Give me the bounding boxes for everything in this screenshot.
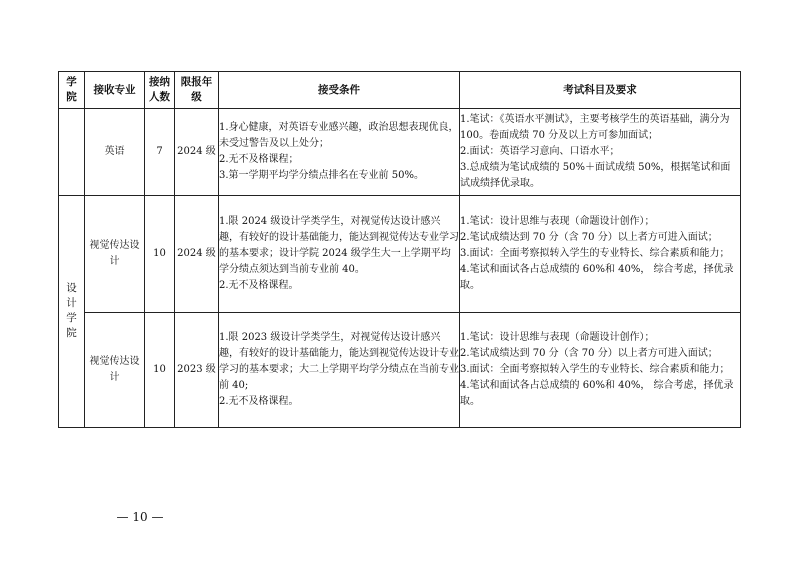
major-cell: 视觉传达设计 [85,313,145,428]
exam-line: 1.笔试：设计思维与表现（命题设计创作）； [460,216,655,227]
header-exam: 考试科目及要求 [460,72,741,109]
exam-line: 2.笔试成绩达到 70 分（含 70 分）以上者方可进入面试； [460,348,718,359]
quota-cell: 10 [145,196,175,313]
condition-line: 2.无不及格课程； [219,154,299,165]
major-cell: 英语 [85,109,145,196]
table-header-row [59,72,741,109]
exam-cell [460,196,741,313]
table-row [59,196,741,313]
exam-line: 3.面试：全面考察拟转入学生的专业特长、综合素质和能力； [460,248,730,259]
exam-line: 1.笔试：设计思维与表现（命题设计创作）； [460,332,655,343]
table-row [59,109,741,196]
conditions-cell [219,109,460,196]
exam-line: 4.笔试和面试各占总成绩的 60%和 40%， 综合考虑，择优录取。 [460,264,734,291]
grade-cell: 2023 级 [175,313,219,428]
exam-line: 3.总成绩为笔试成绩的 50%＋面试成绩 50%，根据笔试和面试成绩择优录取。 [460,162,731,189]
exam-line: 4.笔试和面试各占总成绩的 60%和 40%， 综合考虑，择优录取。 [460,380,734,407]
condition-line: 3.第一学期平均学分绩点排名在专业前 50%。 [219,170,424,181]
condition-line: 1.身心健康，对英语专业感兴趣，政治思想表现优良，未受过警告及以上处分； [219,122,459,149]
header-quota: 接纳人数 [145,72,175,109]
condition-line: 2.无不及格课程。 [219,396,299,407]
exam-line: 3.面试：全面考察拟转入学生的专业特长、综合素质和能力； [460,364,730,375]
college-cell-empty [59,109,85,196]
table-row [59,313,741,428]
condition-line: 1.限 2023 级设计学类学生，对视觉传达设计感兴趣，有较好的设计基础能力，能达到视觉传达设计专业学习的基本要求；大二上学期平均学分绩点在当前专业前 40; [219,332,459,391]
header-college: 学院 [59,72,85,109]
college-cell-design [59,196,85,428]
exam-line: 2.面试：英语学习意向、口语水平； [460,146,620,157]
conditions-cell [219,196,460,313]
quota-cell: 7 [145,109,175,196]
exam-line: 1.笔试：《英语水平测试》，主要考核学生的英语基础，满分为 100。卷面成绩 70 分及以上方可参加面试； [460,114,730,141]
exam-cell [460,313,741,428]
header-conditions: 接受条件 [219,72,460,109]
header-grade: 限报年级 [175,72,219,109]
design-college-label: 设计学院 [66,282,77,339]
header-major: 接收专业 [85,72,145,109]
grade-cell: 2024 级 [175,109,219,196]
condition-line: 2.无不及格课程。 [219,280,299,291]
major-cell: 视觉传达设计 [85,196,145,313]
exam-cell [460,109,741,196]
conditions-cell [219,313,460,428]
quota-cell: 10 [145,313,175,428]
exam-line: 2.笔试成绩达到 70 分（含 70 分）以上者方可进入面试； [460,232,718,243]
page-number: — 10 — [116,510,164,524]
grade-cell: 2024 级 [175,196,219,313]
transfer-requirements-table [58,71,741,428]
condition-line: 1.限 2024 级设计学类学生，对视觉传达设计感兴趣，有较好的设计基础能力，能达到视觉传达专业学习的基本要求；设计学院 2024 级学生大一上学期平均学分绩点须达到当前专业前 40。 [219,216,459,275]
